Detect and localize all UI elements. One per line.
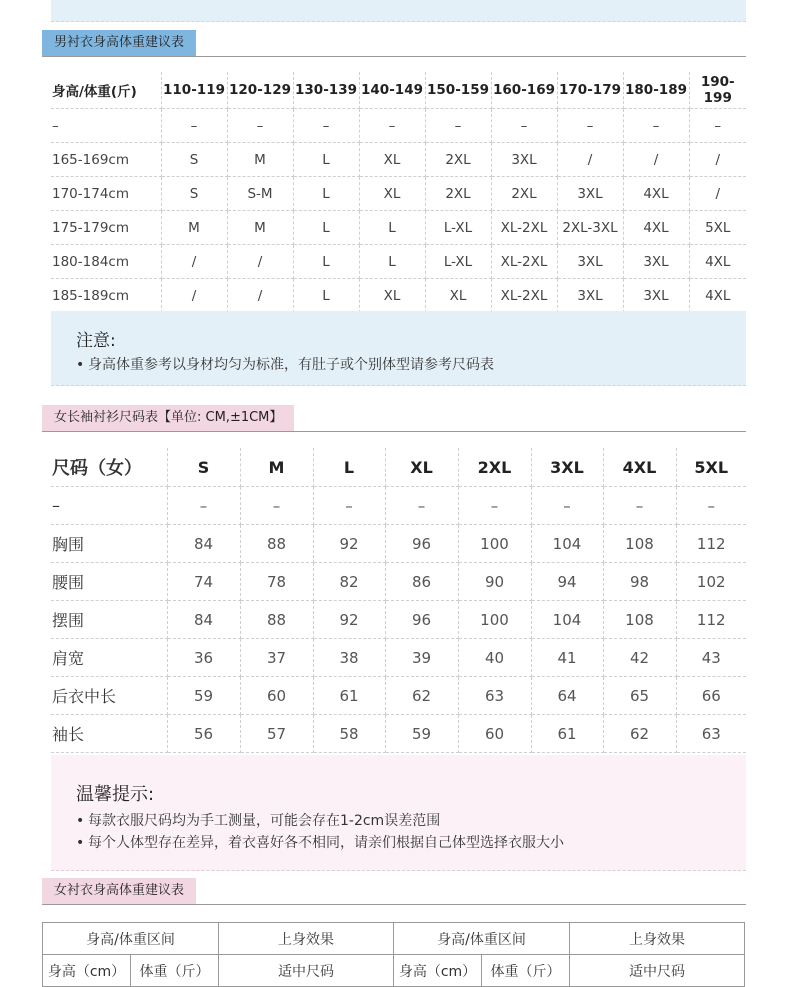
men-size-cell: 4XL (623, 211, 689, 245)
men-size-cell: 4XL (689, 279, 746, 313)
women-measure-cell: 63 (458, 677, 531, 715)
women-measure-cell: 37 (240, 639, 313, 677)
men-size-cell: – (491, 109, 557, 143)
men-size-cell: L (293, 177, 359, 211)
men-table-row (51, 109, 746, 143)
women-measure-cell: 38 (313, 639, 385, 677)
men-size-cell: / (161, 279, 227, 313)
men-size-cell: L-XL (425, 245, 491, 279)
men-table-row (51, 143, 746, 177)
women-section-title: 女长袖衬衫尺码表【单位: CM,±1CM】 (42, 405, 294, 431)
men-table-row-label: – (51, 109, 161, 143)
men-table-row-label: 165-169cm (51, 143, 161, 177)
women-size-header: XL (385, 448, 458, 487)
men-section-title: 男衬衣身高体重建议表 (42, 30, 196, 56)
women-measure-cell: 92 (313, 525, 385, 563)
women-header-row (51, 448, 746, 487)
men-weight-header: 140-149 (359, 72, 425, 109)
women-measure-cell: 78 (240, 563, 313, 601)
men-size-cell: – (161, 109, 227, 143)
men-table-row (51, 245, 746, 279)
women-table-row (51, 715, 746, 753)
men-size-cell: / (227, 279, 293, 313)
men-size-cell: 5XL (689, 211, 746, 245)
women-measure-cell: – (676, 487, 746, 525)
men-table-row (51, 211, 746, 245)
range-header: 身高/体重区间 (394, 923, 570, 955)
women-measure-cell: 104 (531, 525, 603, 563)
weight-subheader: 体重（斤） (482, 955, 570, 987)
women-measure-cell: – (458, 487, 531, 525)
men-size-cell: – (623, 109, 689, 143)
women-measure-cell: – (167, 487, 240, 525)
range-header: 身高/体重区间 (43, 923, 219, 955)
women-measure-cell: 100 (458, 601, 531, 639)
notice-line (76, 354, 494, 374)
men-size-cell: 2XL-3XL (557, 211, 623, 245)
height-subheader: 身高（cm） (394, 955, 482, 987)
men-weight-header: 110-119 (161, 72, 227, 109)
women-measure-cell: 112 (676, 525, 746, 563)
women-table-row-label: 肩宽 (51, 639, 167, 677)
women-table-row-label: 腰围 (51, 563, 167, 601)
bullet-icon: • (76, 835, 85, 851)
women-measure-cell: 100 (458, 525, 531, 563)
notice-title: 注意: (76, 331, 116, 351)
women-measure-cell: 42 (603, 639, 676, 677)
women-measure-cell: 56 (167, 715, 240, 753)
men-size-cell: L-XL (425, 211, 491, 245)
women-measure-cell: 61 (531, 715, 603, 753)
men-size-cell: – (359, 109, 425, 143)
women-measure-cell: 96 (385, 525, 458, 563)
women-measure-cell: 96 (385, 601, 458, 639)
men-size-cell: – (689, 109, 746, 143)
women-table-row (51, 639, 746, 677)
men-weight-header: 180-189 (623, 72, 689, 109)
top-note-box (51, 0, 746, 22)
women-measure-cell: 104 (531, 601, 603, 639)
men-table-row-label: 180-184cm (51, 245, 161, 279)
women-measure-cell: 57 (240, 715, 313, 753)
women-measure-cell: 102 (676, 563, 746, 601)
men-size-cell: 3XL (623, 245, 689, 279)
women-measure-cell: 66 (676, 677, 746, 715)
men-size-cell: L (359, 245, 425, 279)
women-size-header: 2XL (458, 448, 531, 487)
women-body-table (42, 922, 745, 987)
men-table-row-label: 170-174cm (51, 177, 161, 211)
women-tips-box (51, 755, 746, 871)
size-subheader: 适中尺码 (219, 955, 394, 987)
women-measure-cell: 41 (531, 639, 603, 677)
men-size-cell: – (227, 109, 293, 143)
women-table-row (51, 487, 746, 525)
men-size-cell: 3XL (557, 279, 623, 313)
men-size-cell: XL-2XL (491, 279, 557, 313)
men-header-row (51, 72, 746, 109)
men-size-cell: M (227, 143, 293, 177)
women-measure-cell: 94 (531, 563, 603, 601)
men-size-cell: 4XL (623, 177, 689, 211)
women-measure-cell: – (313, 487, 385, 525)
men-size-cell: S-M (227, 177, 293, 211)
women-size-header: M (240, 448, 313, 487)
men-size-cell: L (293, 245, 359, 279)
women-measure-cell: 61 (313, 677, 385, 715)
women-measure-cell: – (603, 487, 676, 525)
women-measure-cell: 98 (603, 563, 676, 601)
women-table-row-label: 胸围 (51, 525, 167, 563)
men-weight-header: 190-199 (689, 72, 746, 109)
women-size-header: S (167, 448, 240, 487)
women-measure-cell: 108 (603, 525, 676, 563)
men-weight-header: 120-129 (227, 72, 293, 109)
women-measure-cell: 39 (385, 639, 458, 677)
men-size-cell: 2XL (425, 177, 491, 211)
women-measure-cell: 88 (240, 525, 313, 563)
women-measure-cell: 36 (167, 639, 240, 677)
women-measure-cell: 88 (240, 601, 313, 639)
men-size-cell: L (359, 211, 425, 245)
women-measure-cell: 60 (458, 715, 531, 753)
women-table-row (51, 525, 746, 563)
women-measure-cell: 58 (313, 715, 385, 753)
weight-subheader: 体重（斤） (131, 955, 219, 987)
men-size-cell: / (161, 245, 227, 279)
men-size-cell: XL (425, 279, 491, 313)
women-measure-cell: 65 (603, 677, 676, 715)
men-size-cell: S (161, 177, 227, 211)
effect-header: 上身效果 (570, 923, 745, 955)
tip-line (76, 832, 564, 852)
women-table-row-label: 后衣中长 (51, 677, 167, 715)
tips-title: 温馨提示: (76, 784, 155, 805)
women-size-header: 5XL (676, 448, 746, 487)
women-measure-cell: 60 (240, 677, 313, 715)
men-notice-box (51, 311, 746, 386)
size-subheader: 适中尺码 (570, 955, 745, 987)
women-measure-cell: 108 (603, 601, 676, 639)
women-measure-cell: 63 (676, 715, 746, 753)
men-size-cell: / (623, 143, 689, 177)
women-table-row (51, 677, 746, 715)
men-size-cell: 2XL (425, 143, 491, 177)
men-size-cell: XL-2XL (491, 211, 557, 245)
tip-text: 每个人体型存在差异，着衣喜好各不相同，请亲们根据自己体型选择衣服大小 (88, 835, 564, 851)
men-size-cell: – (425, 109, 491, 143)
women-measure-cell: 64 (531, 677, 603, 715)
men-size-cell: / (557, 143, 623, 177)
men-size-cell: XL-2XL (491, 245, 557, 279)
bullet-icon: • (76, 813, 85, 829)
men-size-cell: M (227, 211, 293, 245)
men-weight-header: 130-139 (293, 72, 359, 109)
effect-header: 上身效果 (219, 923, 394, 955)
women-measure-cell: 84 (167, 601, 240, 639)
women-measure-cell: 40 (458, 639, 531, 677)
men-header-label: 身高/体重(斤) (51, 72, 161, 109)
men-table-row (51, 177, 746, 211)
men-weight-header: 150-159 (425, 72, 491, 109)
men-table-row-label: 175-179cm (51, 211, 161, 245)
men-size-cell: 4XL (689, 245, 746, 279)
women-table-row-label: – (51, 487, 167, 525)
women-section-heading (42, 405, 746, 432)
women-size-header: 4XL (603, 448, 676, 487)
women-measure-cell: 84 (167, 525, 240, 563)
women-measure-cell: 86 (385, 563, 458, 601)
women-measure-cell: 82 (313, 563, 385, 601)
women-measure-cell: 90 (458, 563, 531, 601)
tip-text: 每款衣服尺码均为手工测量，可能会存在1-2cm误差范围 (88, 813, 441, 829)
men-size-cell: 3XL (557, 177, 623, 211)
women-measure-cell: 112 (676, 601, 746, 639)
women-measure-cell: 62 (385, 677, 458, 715)
men-size-cell: L (293, 211, 359, 245)
men-size-cell: 3XL (557, 245, 623, 279)
men-weight-header: 170-179 (557, 72, 623, 109)
men-size-cell: / (227, 245, 293, 279)
women-size-header: 3XL (531, 448, 603, 487)
men-size-cell: XL (359, 279, 425, 313)
women-size-header: L (313, 448, 385, 487)
women-measure-cell: 92 (313, 601, 385, 639)
bullet-icon: • (76, 357, 85, 373)
women-size-table (51, 448, 746, 753)
women-measure-cell: 74 (167, 563, 240, 601)
men-size-cell: XL (359, 177, 425, 211)
height-subheader: 身高（cm） (43, 955, 131, 987)
women-measure-cell: 62 (603, 715, 676, 753)
tip-line (76, 810, 440, 830)
women-table-row (51, 601, 746, 639)
men-size-cell: 3XL (623, 279, 689, 313)
men-size-cell: 3XL (491, 143, 557, 177)
women-table-row-label: 摆围 (51, 601, 167, 639)
women-body-section-heading (42, 878, 746, 905)
women-measure-cell: 43 (676, 639, 746, 677)
men-size-table (51, 72, 746, 313)
men-table-row-label: 185-189cm (51, 279, 161, 313)
notice-text: 身高体重参考以身材均匀为标准，有肚子或个别体型请参考尺码表 (88, 357, 494, 373)
men-size-cell: 2XL (491, 177, 557, 211)
men-size-cell: S (161, 143, 227, 177)
men-table-row (51, 279, 746, 313)
women-body-section-title: 女衬衣身高体重建议表 (42, 878, 196, 904)
men-weight-header: 160-169 (491, 72, 557, 109)
men-size-cell: – (557, 109, 623, 143)
women-measure-cell: – (240, 487, 313, 525)
men-size-cell: – (293, 109, 359, 143)
women-body-header-row (43, 923, 745, 955)
men-size-cell: L (293, 143, 359, 177)
women-measure-cell: – (531, 487, 603, 525)
women-body-subheader-row (43, 955, 745, 987)
women-header-label: 尺码（女） (51, 448, 167, 487)
men-size-cell: / (689, 143, 746, 177)
women-table-row (51, 563, 746, 601)
men-section-heading (42, 30, 746, 57)
men-size-cell: M (161, 211, 227, 245)
men-size-cell: L (293, 279, 359, 313)
women-measure-cell: – (385, 487, 458, 525)
women-table-row-label: 袖长 (51, 715, 167, 753)
women-measure-cell: 59 (385, 715, 458, 753)
women-measure-cell: 59 (167, 677, 240, 715)
men-size-cell: XL (359, 143, 425, 177)
men-size-cell: / (689, 177, 746, 211)
